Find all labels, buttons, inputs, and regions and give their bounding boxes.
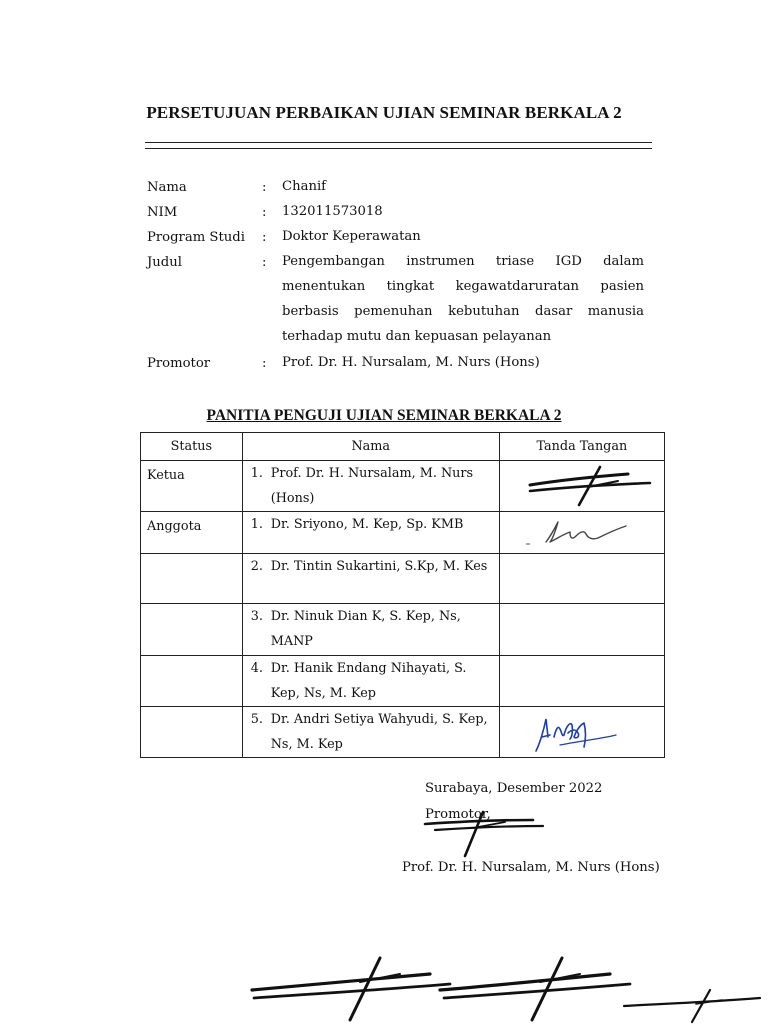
footer-signature-1 [252,958,450,1020]
prodi-value: Doktor Keperawatan [282,229,421,244]
prodi-label: Program Studi [147,230,245,245]
promotor-signature [415,808,555,864]
row-status [141,554,242,556]
nama-label: Nama [147,180,187,195]
signature-anggota-5 [500,707,665,758]
row-name [243,604,499,654]
row-name-text: Dr. Andri Setiya Wahyudi, S. Kep, Ns, M. Kep [270,712,488,752]
row-name [243,656,499,706]
title-rule-thick [145,148,652,149]
table-row [141,461,665,512]
header-nama: Nama [242,433,499,461]
signature-anggota-1 [500,512,665,554]
nim-label: NIM [147,205,178,220]
signature-cell [499,604,664,656]
row-name-text: Dr. Hanik Endang Nihayati, S. Kep, Ns, M. Kep [270,661,467,701]
row-number: 5. [250,712,263,727]
row-number: 3. [250,609,263,624]
footer-signature-2 [440,958,630,1020]
row-name-text: Prof. Dr. H. Nursalam, M. Nurs (Hons) [270,466,474,506]
row-name [243,707,499,757]
document-title: PERSETUJUAN PERBAIKAN UJIAN SEMINAR BERKALA 2 [146,103,622,122]
table-header-row [141,433,665,461]
header-status: Status [141,433,243,461]
row-name-text: Dr. Ninuk Dian K, S. Kep, Ns, MANP [270,609,461,649]
row-name [243,554,499,579]
nama-value: Chanif [282,179,327,194]
closing-name: Prof. Dr. H. Nursalam, M. Nurs (Hons) [402,860,660,875]
row-number: 1. [250,517,263,532]
page-footer-signatures [240,950,768,1024]
title-rule-thin [145,142,652,143]
nim-value: 132011573018 [282,204,383,219]
footer-signature-3 [624,990,760,1022]
colon: : [262,356,267,371]
row-number: 4. [250,661,263,676]
closing-role: Promotor, [425,807,491,822]
judul-value: Pengembangan instrumen triase IGD dalam menentukan tingkat kegawatdaruratan pasien berbasis pemenuhan kebutuhan dasar manusia terhadap mutu dan kepuasan pelayanan [282,254,644,344]
promotor-label: Promotor [147,356,211,371]
signature-cell [499,461,664,512]
signature-cell [499,554,664,604]
colon: : [262,205,267,220]
judul-label: Judul [147,255,182,270]
closing-place-date: Surabaya, Desember 2022 [425,781,603,796]
row-status: Ketua [147,468,185,483]
row-status [141,656,242,658]
row-status: Anggota [147,519,202,534]
colon: : [262,180,267,195]
signature-cell [499,512,664,554]
promotor-value: Prof. Dr. H. Nursalam, M. Nurs (Hons) [282,355,540,370]
row-name-text: Dr. Sriyono, M. Kep, Sp. KMB [270,517,464,532]
colon: : [262,255,267,270]
table-row [141,656,665,707]
committee-title: PANITIA PENGUJI UJIAN SEMINAR BERKALA 2 [206,407,562,424]
row-number: 1. [250,466,263,481]
row-number: 2. [250,559,263,574]
row-name-text: Dr. Tintin Sukartini, S.Kp, M. Kes [270,559,488,574]
table-row [141,604,665,656]
signature-cell [499,656,664,707]
table-row [141,707,665,758]
row-name [243,512,499,537]
signature-ketua [500,461,665,512]
committee-table [140,432,665,758]
colon: : [262,230,267,245]
table-row [141,554,665,604]
row-status [141,604,242,606]
row-name [243,461,499,511]
table-row [141,512,665,554]
row-status [141,707,242,709]
signature-cell [499,707,664,758]
header-tanda-tangan: Tanda Tangan [499,433,664,461]
